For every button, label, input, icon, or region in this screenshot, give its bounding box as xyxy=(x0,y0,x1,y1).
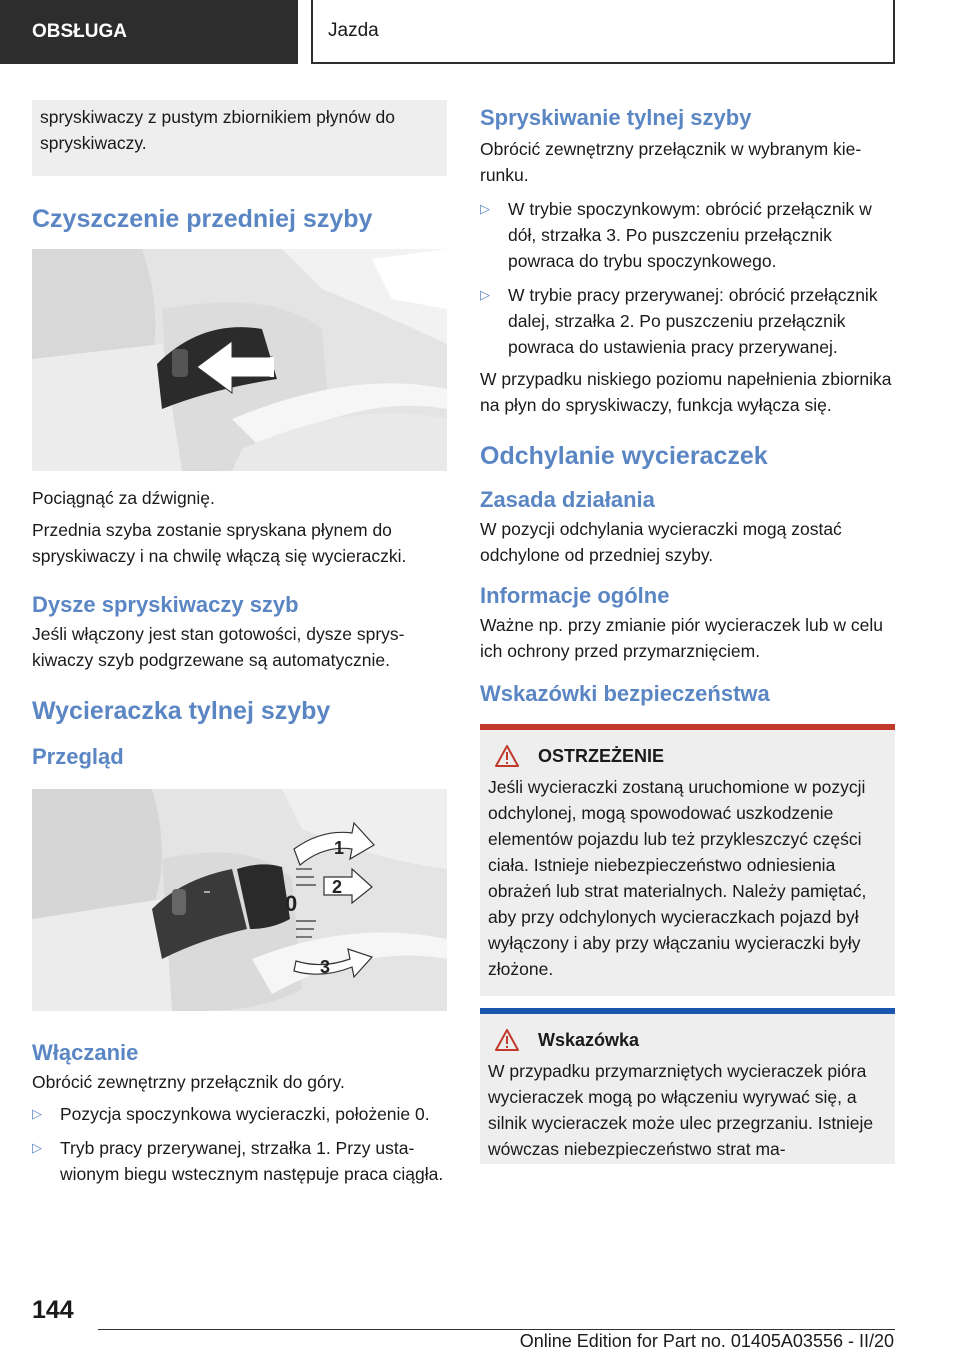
footer-edition-text: Online Edition for Part no. 01405A03556 - II/20 xyxy=(519,1331,894,1351)
header-chapter-label: Jazda xyxy=(328,20,379,41)
triangle-bullet-icon: ▷ xyxy=(480,201,490,216)
triangle-bullet-icon: ▷ xyxy=(480,287,490,302)
warning-title: OSTRZEŻENIE xyxy=(538,745,665,766)
header-section-label: OBSŁUGA xyxy=(32,21,127,42)
figure-label-3: 3 xyxy=(320,957,331,977)
note-box xyxy=(480,1008,895,1164)
intro-text: spryskiwaczy z pustym zbiornikiem płynów do spryskiwaczy. xyxy=(40,107,395,153)
switch-on-list xyxy=(32,1101,447,1187)
front-wash-description: Przednia szyba zostanie spryskana płynem do spryskiwaczy i na chwilę włączą się wycieraczki. xyxy=(32,520,407,566)
note-text: W przypadku przymarzniętych wycieraczek pióra wycieraczek mogą po włączeniu wyrywać się, a silnik wycieraczek może ulec przegrzaniu. Istnieje wówczas niebezpieczeństwo strat ma- xyxy=(488,1061,874,1159)
heading-rear-wiper: Wycieraczka tylnej szyby xyxy=(32,697,331,725)
list-item: ▷ W trybie spoczynkowym: obrócić przełącznik w dół, strzałka 3. Po puszczeniu przełącznik powraca do trybu spoczynkowego. xyxy=(480,196,895,274)
right-column xyxy=(480,100,895,1164)
figure-front-wash xyxy=(32,249,447,471)
footer-divider xyxy=(98,1329,895,1330)
list-item: ▷ Tryb pracy przerywanej, strzałka 1. Przy ustawionym biegu wstecznym następuje praca ciągła. xyxy=(32,1135,447,1187)
header-chapter-tab xyxy=(311,0,895,64)
note-triangle-icon xyxy=(494,1028,520,1052)
heading-tilt-wipers: Odchylanie wycieraczek xyxy=(480,442,768,470)
rear-wash-list xyxy=(480,196,895,360)
page-number: 144 xyxy=(32,1296,74,1324)
heading-switch-on: Włączanie xyxy=(32,1040,139,1065)
lever-pull-illustration xyxy=(32,249,447,471)
list-item: ▷ W trybie pracy przerywanej: obrócić przełącznik dalej, strzałka 2. Po puszczeniu przełącznik powraca do ustawienia pracy przerywanej. xyxy=(480,282,895,360)
note-title-row xyxy=(488,1028,887,1052)
heading-nozzles: Dysze spryskiwaczy szyb xyxy=(32,592,299,617)
switch-on-text: Obrócić zewnętrzny przełącznik do góry. xyxy=(32,1072,345,1092)
figure-label-2: 2 xyxy=(332,877,343,897)
heading-rear-wash: Spryskiwanie tylnej szyby xyxy=(480,105,752,130)
left-column xyxy=(32,100,447,1187)
triangle-bullet-icon: ▷ xyxy=(32,1140,42,1155)
header-section-tab xyxy=(0,0,298,64)
triangle-bullet-icon: ▷ xyxy=(32,1106,42,1121)
heading-principle: Zasada działania xyxy=(480,487,655,512)
heading-safety: Wskazówki bezpieczeństwa xyxy=(480,681,770,706)
low-fluid-text: W przypadku niskiego poziomu napełnienia zbiornika na płyn do spryskiwaczy, funkcja wyłącza się. xyxy=(480,369,892,415)
heading-general-info: Informacje ogólne xyxy=(480,583,670,608)
warning-title-row xyxy=(488,744,887,768)
principle-text: W pozycji odchylania wycieraczki mogą zostać odchylone od przedniej szyby. xyxy=(480,519,842,565)
figure-label-0: 0 xyxy=(285,891,298,916)
pull-lever-text: Pociągnąć za dźwignię. xyxy=(32,488,215,508)
warning-box xyxy=(480,724,895,996)
list-item: ▷ Pozycja spoczynkowa wycieraczki, położenie 0. xyxy=(32,1101,447,1127)
general-info-text: Ważne np. przy zmianie piór wycieraczek lub w celu ich ochrony przed przymarznięciem. xyxy=(480,615,883,661)
figure-rear-wiper xyxy=(32,789,447,1011)
note-title: Wskazówka xyxy=(538,1029,640,1050)
intro-box xyxy=(32,100,447,176)
warning-triangle-icon xyxy=(494,744,520,768)
rear-wiper-switch-illustration xyxy=(32,789,447,1011)
heading-front-wash: Czyszczenie przedniej szyby xyxy=(32,205,373,233)
nozzles-text: Jeśli włączony jest stan gotowości, dysze spryskiwaczy szyb podgrzewane są automatycznie. xyxy=(32,624,405,670)
figure-label-1: 1 xyxy=(334,838,345,858)
warning-text: Jeśli wycieraczki zostaną uruchomione w pozycji odchylonej, mogą spowodować uszkodzenie elementów pojazdu lub też przykleszczyć części ciała. Istnieje niebezpieczeństwo odniesienia obrażeń lub strat materialnych. Należy pamiętać, aby przy odchylonych wycieraczkach pojazd był wyłączony i aby przy włączaniu wycieraczki były złożone. xyxy=(488,777,867,979)
heading-overview: Przegląd xyxy=(32,744,124,769)
rear-wash-text: Obrócić zewnętrzny przełącznik w wybranym kierunku. xyxy=(480,139,862,185)
